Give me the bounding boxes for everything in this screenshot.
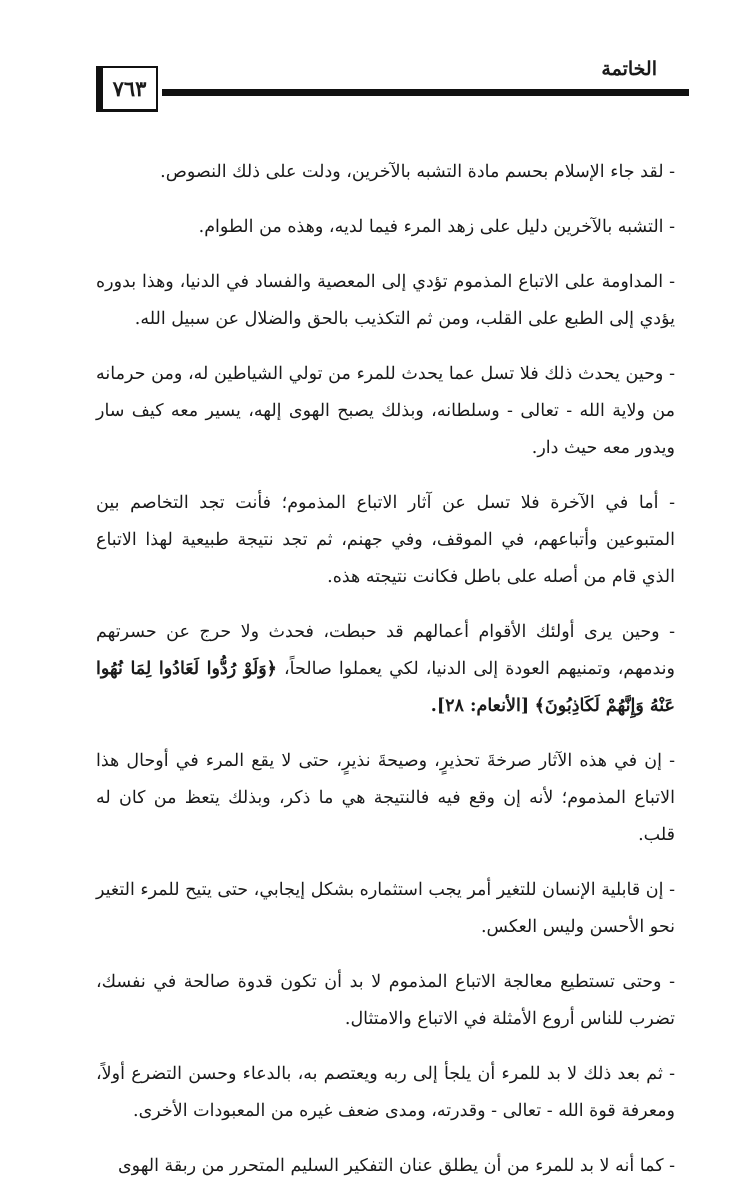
paragraph: - إن قابلية الإنسان للتغير أمر يجب استثماره بشكل إيجابي، حتى يتيح للمرء التغير نحو الأحسن وليس العكس. — [96, 880, 675, 937]
paragraph: - لقد جاء الإسلام بحسم مادة التشبه بالآخرين، ودلت على ذلك النصوص. — [160, 162, 675, 182]
paragraph: - المداومة على الاتباع المذموم تؤدي إلى المعصية والفساد في الدنيا، وهذا بدوره يؤدي إلى الطبع على القلب، ومن ثم التكذيب بالحق والضلال عن سبيل الله. — [96, 272, 675, 329]
verse-reference: [الأنعام: ٢٨]. — [430, 696, 530, 716]
paragraph: - التشبه بالآخرين دليل على زهد المرء فيما لديه، وهذه من الطوام. — [198, 217, 675, 237]
running-title: الخاتمة — [601, 58, 657, 80]
page-body — [96, 154, 691, 1203]
paragraph: - إن في هذه الآثار صرخةَ تحذيرٍ، وصيحةَ نذيرٍ، حتى لا يقع المرء في أوحال هذا الاتباع المذموم؛ لأنه إن وقع فيه فالنتيجة هي ما ذكر، وبذلك يتعظ من كان له قلب. — [96, 751, 675, 845]
paragraph: - وحتى تستطيع معالجة الاتباع المذموم لا بد أن تكون قدوة صالحة في نفسك، تضرب للناس أروع الأمثلة في الاتباع والامتثال. — [96, 972, 675, 1029]
page-header — [0, 0, 755, 130]
paragraph: - وحين يرى أولئك الأقوام أعمالهم قد حبطت، فحدث ولا حرج عن حسرتهم وندمهم، وتمنيهم العودة إلى الدنيا، لكي يعملوا صالحاً، ﴿وَلَوْ رُدُّوا لَعَادُوا لِمَا نُهُوا عَنْهُ وَإِنَّهُمْ لَكَاذِبُونَ﴾ [الأنعام: ٢٨]. — [96, 622, 675, 716]
header-rule — [162, 89, 689, 96]
quran-verse: ﴿وَلَوْ رُدُّوا لَعَادُوا لِمَا نُهُوا عَنْهُ وَإِنَّهُمْ لَكَاذِبُونَ﴾ — [96, 659, 675, 716]
paragraph: - كما أنه لا بد للمرء من أن يطلق عنان التفكير السليم المتحرر من ربقة الهوى — [117, 1156, 675, 1176]
page-number: ٧٦٣ — [96, 66, 158, 112]
paragraph: - ثم بعد ذلك لا بد للمرء أن يلجأ إلى ربه ويعتصم به، بالدعاء وحسن التضرع أولاً، ومعرفة قوة الله - تعالى - وقدرته، ومدى ضعف غيره من المعبودات الأخرى. — [96, 1064, 675, 1121]
paragraph: - وحين يحدث ذلك فلا تسل عما يحدث للمرء من تولي الشياطين له، ومن حرمانه من ولاية الله - تعالى - وسلطانه، وبذلك يصبح الهوى إلهه، يسير معه كيف سار ويدور معه حيث دار. — [96, 364, 675, 458]
paragraph: - أما في الآخرة فلا تسل عن آثار الاتباع المذموم؛ فأنت تجد التخاصم بين المتبوعين وأتباعهم، في الموقف، وفي جهنم، ثم تجد نتيجة طبيعية لهذا الاتباع الذي قام من أصله على باطل فكانت نتيجته هذه. — [96, 493, 675, 587]
